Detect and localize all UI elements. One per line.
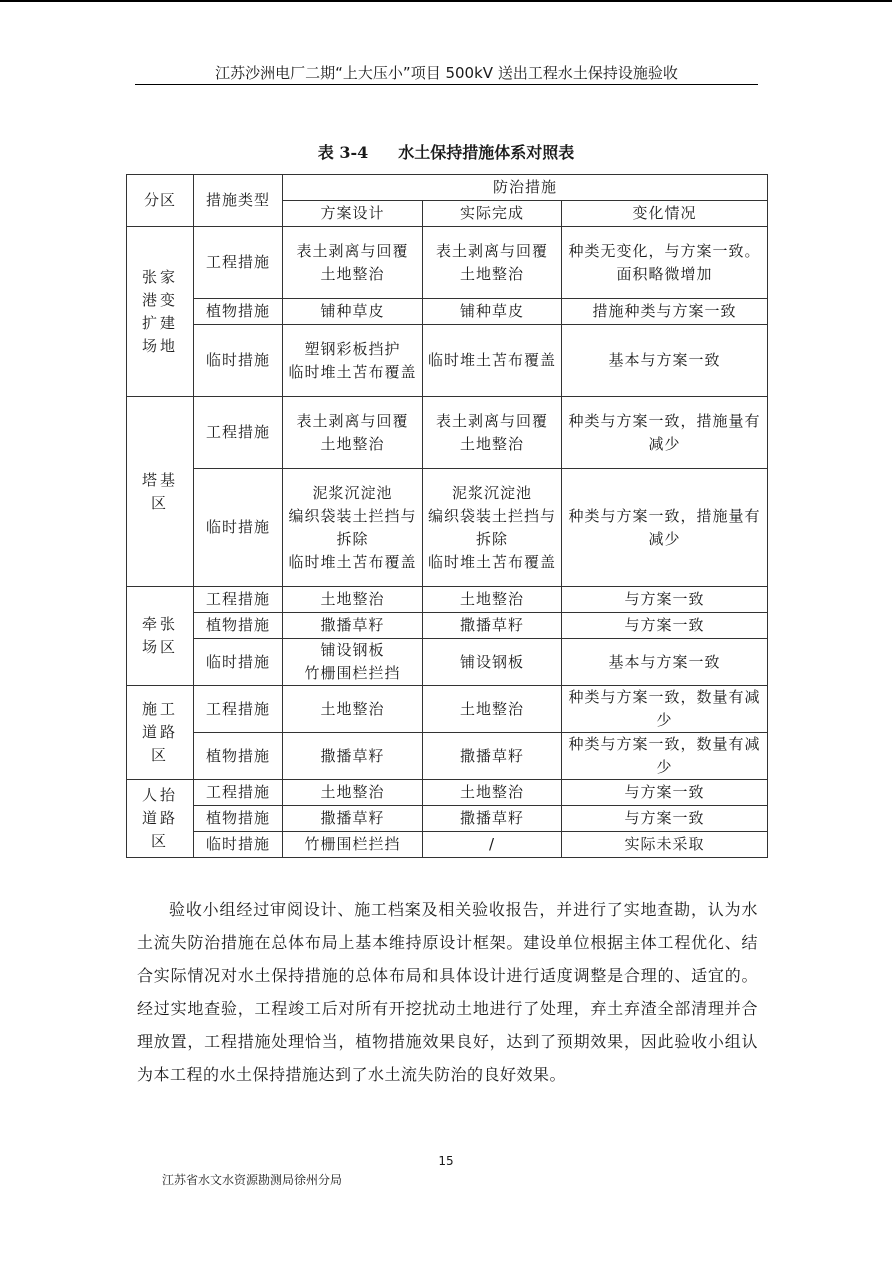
table-row bbox=[127, 613, 768, 639]
plan-design-cell: 土地整治 bbox=[283, 587, 423, 613]
measure-type-cell: 临时措施 bbox=[194, 832, 283, 858]
measures-comparison-table bbox=[126, 174, 768, 858]
table-row bbox=[127, 806, 768, 832]
measure-type-cell: 临时措施 bbox=[194, 639, 283, 686]
actual-completion-cell: 临时堆土苫布覆盖 bbox=[423, 325, 562, 397]
table-header-row bbox=[127, 175, 768, 201]
actual-completion-cell: 土地整治 bbox=[423, 587, 562, 613]
table-row bbox=[127, 587, 768, 613]
paragraph-text: 验收小组经过审阅设计、施工档案及相关验收报告，并进行了实地查勘，认为水土流失防治措施在总体布局上基本维持原设计框架。建设单位根据主体工程优化、结合实际情况对水土保持措施的总体布局和具体设计进行适度调整是合理的、适宜的。经过实地查验，工程竣工后对所有开挖扰动土地进行了处理，弃土弃渣全部清理并合理放置，工程措施处理恰当，植物措施效果良好，达到了预期效果，因此验收小组认为本工程的水土保持措施达到了水土流失防治的良好效果。 bbox=[137, 900, 758, 1084]
table-row bbox=[127, 686, 768, 733]
zone-cell: 塔基区 bbox=[127, 397, 194, 587]
table-row bbox=[127, 780, 768, 806]
measure-type-cell: 工程措施 bbox=[194, 780, 283, 806]
table-row bbox=[127, 733, 768, 780]
table-caption-title: 水土保持措施体系对照表 bbox=[398, 143, 575, 162]
plan-design-cell: 铺设钢板 竹栅围栏拦挡 bbox=[283, 639, 423, 686]
plan-design-cell: 表土剥离与回覆 土地整治 bbox=[283, 227, 423, 299]
actual-completion-cell: 土地整治 bbox=[423, 686, 562, 733]
zone-cell: 施工道路区 bbox=[127, 686, 194, 780]
plan-design-cell: 表土剥离与回覆 土地整治 bbox=[283, 397, 423, 469]
plan-design-cell: 撒播草籽 bbox=[283, 733, 423, 780]
measure-type-cell: 临时措施 bbox=[194, 325, 283, 397]
table-row bbox=[127, 397, 768, 469]
table-row bbox=[127, 227, 768, 299]
running-header: 江苏沙洲电厂二期“上大压小”项目 500kV 送出工程水土保持设施验收 bbox=[215, 64, 678, 82]
change-status-cell: 基本与方案一致 bbox=[562, 325, 768, 397]
footer-organization: 江苏省水文水资源勘测局徐州分局 bbox=[162, 1173, 343, 1187]
plan-design-cell: 土地整治 bbox=[283, 780, 423, 806]
change-status-cell: 种类无变化，与方案一致。 面积略微增加 bbox=[562, 227, 768, 299]
measure-type-cell: 工程措施 bbox=[194, 227, 283, 299]
table-body bbox=[127, 175, 768, 858]
page-number: 15 bbox=[438, 1154, 454, 1168]
measure-type-cell: 临时措施 bbox=[194, 469, 283, 587]
measure-type-cell: 工程措施 bbox=[194, 587, 283, 613]
measure-type-cell: 工程措施 bbox=[194, 397, 283, 469]
change-status-cell: 实际未采取 bbox=[562, 832, 768, 858]
measure-type-cell: 植物措施 bbox=[194, 806, 283, 832]
actual-completion-cell: 泥浆沉淀池 编织袋装土拦挡与拆除 临时堆土苫布覆盖 bbox=[423, 469, 562, 587]
change-status-cell: 与方案一致 bbox=[562, 587, 768, 613]
measure-type-cell: 植物措施 bbox=[194, 733, 283, 780]
actual-completion-cell: 土地整治 bbox=[423, 780, 562, 806]
header-measure-type: 措施类型 bbox=[194, 175, 283, 227]
table-caption bbox=[0, 140, 892, 163]
measure-type-cell: 植物措施 bbox=[194, 613, 283, 639]
change-status-cell: 种类与方案一致，数量有减少 bbox=[562, 686, 768, 733]
actual-completion-cell: 铺种草皮 bbox=[423, 299, 562, 325]
header-rule bbox=[135, 84, 758, 85]
table-row bbox=[127, 299, 768, 325]
zone-cell: 人抬道路区 bbox=[127, 780, 194, 858]
plan-design-cell: 塑钢彩板挡护 临时堆土苫布覆盖 bbox=[283, 325, 423, 397]
header-actual-completion: 实际完成 bbox=[423, 201, 562, 227]
measure-type-cell: 工程措施 bbox=[194, 686, 283, 733]
table-row bbox=[127, 325, 768, 397]
change-status-cell: 种类与方案一致，措施量有减少 bbox=[562, 397, 768, 469]
change-status-cell: 与方案一致 bbox=[562, 613, 768, 639]
actual-completion-cell: 铺设钢板 bbox=[423, 639, 562, 686]
page-top-border bbox=[0, 0, 892, 2]
table-row bbox=[127, 832, 768, 858]
plan-design-cell: 泥浆沉淀池 编织袋装土拦挡与拆除 临时堆土苫布覆盖 bbox=[283, 469, 423, 587]
table-caption-number: 表 3-4 bbox=[317, 143, 369, 162]
header-zone: 分区 bbox=[127, 175, 194, 227]
plan-design-cell: 撒播草籽 bbox=[283, 806, 423, 832]
table-row bbox=[127, 639, 768, 686]
change-status-cell: 基本与方案一致 bbox=[562, 639, 768, 686]
actual-completion-cell: 表土剥离与回覆 土地整治 bbox=[423, 227, 562, 299]
actual-completion-cell: 撒播草籽 bbox=[423, 733, 562, 780]
change-status-cell: 与方案一致 bbox=[562, 806, 768, 832]
actual-completion-cell: 撒播草籽 bbox=[423, 806, 562, 832]
change-status-cell: 措施种类与方案一致 bbox=[562, 299, 768, 325]
change-status-cell: 与方案一致 bbox=[562, 780, 768, 806]
header-plan-design: 方案设计 bbox=[283, 201, 423, 227]
change-status-cell: 种类与方案一致，措施量有减少 bbox=[562, 469, 768, 587]
plan-design-cell: 撒播草籽 bbox=[283, 613, 423, 639]
acceptance-paragraph bbox=[137, 893, 758, 1091]
actual-completion-cell: / bbox=[423, 832, 562, 858]
table-row bbox=[127, 469, 768, 587]
actual-completion-cell: 表土剥离与回覆 土地整治 bbox=[423, 397, 562, 469]
plan-design-cell: 土地整治 bbox=[283, 686, 423, 733]
zone-cell: 张家港变扩建场地 bbox=[127, 227, 194, 397]
header-prevention-measures: 防治措施 bbox=[283, 175, 768, 201]
plan-design-cell: 竹栅围栏拦挡 bbox=[283, 832, 423, 858]
header-change-status: 变化情况 bbox=[562, 201, 768, 227]
zone-cell: 牵张场区 bbox=[127, 587, 194, 686]
plan-design-cell: 铺种草皮 bbox=[283, 299, 423, 325]
change-status-cell: 种类与方案一致，数量有减少 bbox=[562, 733, 768, 780]
measure-type-cell: 植物措施 bbox=[194, 299, 283, 325]
actual-completion-cell: 撒播草籽 bbox=[423, 613, 562, 639]
